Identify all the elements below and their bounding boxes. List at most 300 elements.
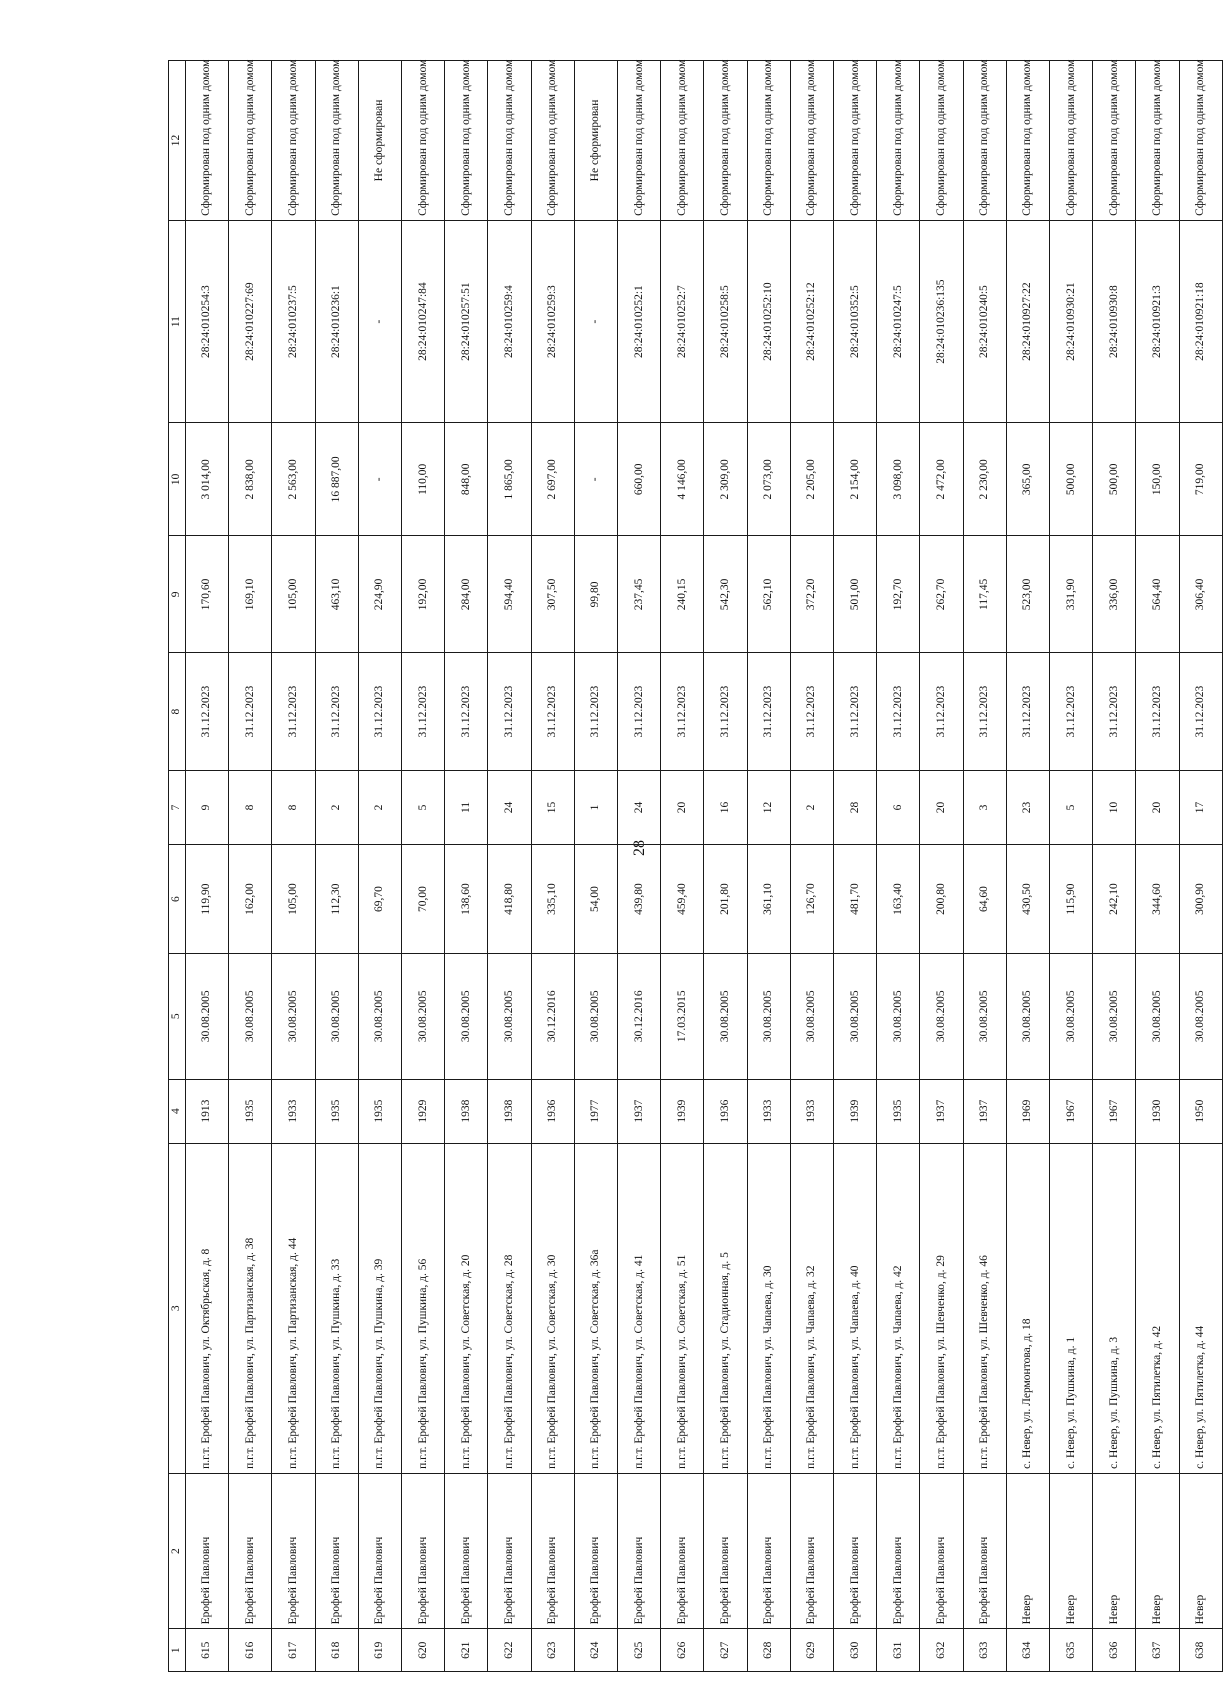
column-header: 11 <box>169 220 186 422</box>
address-cell: п.г.т. Ерофей Павлович, ул. Стадионная, д. 5 <box>704 1143 747 1473</box>
cadastral-number-cell: 28:24:010247:5 <box>877 220 920 422</box>
address-cell: п.г.т. Ерофей Павлович, ул. Советская, д. 20 <box>445 1143 488 1473</box>
year-cell: 1933 <box>790 1079 833 1143</box>
units-cell: 24 <box>488 770 531 845</box>
status-cell: Сформирован под одним домом <box>272 61 315 221</box>
table-row <box>1006 61 1049 1672</box>
value-9-cell: 169,10 <box>229 536 272 653</box>
housing-registry-table <box>168 60 1223 1672</box>
status-cell: Сформирован под одним домом <box>704 61 747 221</box>
area-cell: 201,80 <box>704 845 747 954</box>
cadastral-number-cell: 28:24:010240:5 <box>963 220 1006 422</box>
year-cell: 1933 <box>747 1079 790 1143</box>
year-cell: 1938 <box>445 1079 488 1143</box>
status-cell: Не сформирован <box>574 61 617 221</box>
locality-cell: Ерофей Павлович <box>920 1473 963 1629</box>
update-date-cell: 31.12.2023 <box>531 653 574 770</box>
locality-cell: Ерофей Павлович <box>186 1473 229 1629</box>
row-number-cell: 628 <box>747 1629 790 1672</box>
units-cell: 2 <box>790 770 833 845</box>
date-cell: 30.08.2005 <box>574 953 617 1079</box>
units-cell: 3 <box>963 770 1006 845</box>
value-10-cell: 2 230,00 <box>963 423 1006 536</box>
update-date-cell: 31.12.2023 <box>1006 653 1049 770</box>
row-number-cell: 617 <box>272 1629 315 1672</box>
address-cell: с. Невер, ул. Лермонтова, д. 18 <box>1006 1143 1049 1473</box>
locality-cell: Невер <box>1179 1473 1222 1629</box>
locality-cell: Невер <box>1136 1473 1179 1629</box>
cadastral-number-cell: 28:24:010921:18 <box>1179 220 1222 422</box>
cadastral-number-cell: 28:24:010257:51 <box>445 220 488 422</box>
address-cell: п.г.т. Ерофей Павлович, ул. Чапаева, д. 40 <box>834 1143 877 1473</box>
year-cell: 1936 <box>531 1079 574 1143</box>
value-9-cell: 307,50 <box>531 536 574 653</box>
row-number-cell: 626 <box>661 1629 704 1672</box>
table-row <box>790 61 833 1672</box>
area-cell: 242,10 <box>1093 845 1136 954</box>
status-cell: Сформирован под одним домом <box>488 61 531 221</box>
value-10-cell: 2 838,00 <box>229 423 272 536</box>
units-cell: 2 <box>315 770 358 845</box>
status-cell: Не сформирован <box>358 61 401 221</box>
year-cell: 1935 <box>877 1079 920 1143</box>
value-9-cell: 336,00 <box>1093 536 1136 653</box>
area-cell: 361,10 <box>747 845 790 954</box>
row-number-cell: 622 <box>488 1629 531 1672</box>
column-header: 12 <box>169 61 186 221</box>
area-cell: 459,40 <box>661 845 704 954</box>
units-cell: 8 <box>272 770 315 845</box>
units-cell: 16 <box>704 770 747 845</box>
locality-cell: Ерофей Павлович <box>963 1473 1006 1629</box>
update-date-cell: 31.12.2023 <box>920 653 963 770</box>
update-date-cell: 31.12.2023 <box>1050 653 1093 770</box>
address-cell: п.г.т. Ерофей Павлович, ул. Советская, д. 30 <box>531 1143 574 1473</box>
update-date-cell: 31.12.2023 <box>834 653 877 770</box>
area-cell: 115,90 <box>1050 845 1093 954</box>
locality-cell: Ерофей Павлович <box>445 1473 488 1629</box>
date-cell: 30.08.2005 <box>1093 953 1136 1079</box>
table-row <box>358 61 401 1672</box>
value-9-cell: 331,90 <box>1050 536 1093 653</box>
row-number-cell: 638 <box>1179 1629 1222 1672</box>
area-cell: 54,00 <box>574 845 617 954</box>
column-header: 1 <box>169 1629 186 1672</box>
address-cell: п.г.т. Ерофей Павлович, ул. Советская, д. 36а <box>574 1143 617 1473</box>
locality-cell: Ерофей Павлович <box>488 1473 531 1629</box>
address-cell: с. Невер, ул. Пятилетка, д. 42 <box>1136 1143 1179 1473</box>
cadastral-number-cell: 28:24:010236:1 <box>315 220 358 422</box>
update-date-cell: 31.12.2023 <box>790 653 833 770</box>
units-cell: 6 <box>877 770 920 845</box>
area-cell: 163,40 <box>877 845 920 954</box>
area-cell: 418,80 <box>488 845 531 954</box>
row-number-cell: 619 <box>358 1629 401 1672</box>
value-10-cell: 848,00 <box>445 423 488 536</box>
year-cell: 1977 <box>574 1079 617 1143</box>
value-10-cell: 2 697,00 <box>531 423 574 536</box>
date-cell: 30.08.2005 <box>1050 953 1093 1079</box>
year-cell: 1937 <box>963 1079 1006 1143</box>
column-header: 2 <box>169 1473 186 1629</box>
table-row <box>186 61 229 1672</box>
year-cell: 1967 <box>1093 1079 1136 1143</box>
date-cell: 30.08.2005 <box>747 953 790 1079</box>
table-row <box>920 61 963 1672</box>
rotated-table-container <box>168 60 1223 1672</box>
status-cell: Сформирован под одним домом <box>531 61 574 221</box>
column-header: 6 <box>169 845 186 954</box>
cadastral-number-cell: 28:24:010352:5 <box>834 220 877 422</box>
value-9-cell: 594,40 <box>488 536 531 653</box>
table-row <box>272 61 315 1672</box>
table-row <box>402 61 445 1672</box>
units-cell: 10 <box>1093 770 1136 845</box>
update-date-cell: 31.12.2023 <box>963 653 1006 770</box>
value-10-cell: 2 563,00 <box>272 423 315 536</box>
update-date-cell: 31.12.2023 <box>747 653 790 770</box>
value-9-cell: 262,70 <box>920 536 963 653</box>
table-row <box>618 61 661 1672</box>
locality-cell: Ерофей Павлович <box>834 1473 877 1629</box>
status-cell: Сформирован под одним домом <box>618 61 661 221</box>
row-number-cell: 623 <box>531 1629 574 1672</box>
status-cell: Сформирован под одним домом <box>186 61 229 221</box>
value-10-cell: 2 472,00 <box>920 423 963 536</box>
value-9-cell: 372,20 <box>790 536 833 653</box>
value-10-cell: 3 098,00 <box>877 423 920 536</box>
locality-cell: Ерофей Павлович <box>661 1473 704 1629</box>
table-row <box>229 61 272 1672</box>
cadastral-number-cell: 28:24:010227:69 <box>229 220 272 422</box>
table-row <box>445 61 488 1672</box>
units-cell: 5 <box>402 770 445 845</box>
status-cell: Сформирован под одним домом <box>747 61 790 221</box>
column-header: 3 <box>169 1143 186 1473</box>
date-cell: 30.08.2005 <box>834 953 877 1079</box>
area-cell: 162,00 <box>229 845 272 954</box>
update-date-cell: 31.12.2023 <box>445 653 488 770</box>
year-cell: 1967 <box>1050 1079 1093 1143</box>
value-10-cell: 110,00 <box>402 423 445 536</box>
area-cell: 105,00 <box>272 845 315 954</box>
table-body <box>186 61 1223 1672</box>
table-row <box>747 61 790 1672</box>
row-number-cell: 630 <box>834 1629 877 1672</box>
value-9-cell: 501,00 <box>834 536 877 653</box>
area-cell: 138,60 <box>445 845 488 954</box>
cadastral-number-cell: 28:24:010259:4 <box>488 220 531 422</box>
date-cell: 17.03.2015 <box>661 953 704 1079</box>
value-10-cell: 500,00 <box>1093 423 1136 536</box>
units-cell: 23 <box>1006 770 1049 845</box>
page-number: 28 <box>631 840 648 856</box>
date-cell: 30.08.2005 <box>920 953 963 1079</box>
date-cell: 30.08.2005 <box>488 953 531 1079</box>
area-cell: 126,70 <box>790 845 833 954</box>
date-cell: 30.08.2005 <box>445 953 488 1079</box>
update-date-cell: 31.12.2023 <box>1136 653 1179 770</box>
update-date-cell: 31.12.2023 <box>315 653 358 770</box>
value-10-cell: - <box>358 423 401 536</box>
address-cell: п.г.т. Ерофей Павлович, ул. Шевченко, д. 29 <box>920 1143 963 1473</box>
status-cell: Сформирован под одним домом <box>229 61 272 221</box>
cadastral-number-cell: - <box>574 220 617 422</box>
area-cell: 69,70 <box>358 845 401 954</box>
cadastral-number-cell: 28:24:010921:3 <box>1136 220 1179 422</box>
area-cell: 481,70 <box>834 845 877 954</box>
row-number-cell: 625 <box>618 1629 661 1672</box>
year-cell: 1939 <box>661 1079 704 1143</box>
cadastral-number-cell: 28:24:010252:7 <box>661 220 704 422</box>
table-row <box>488 61 531 1672</box>
address-cell: п.г.т. Ерофей Павлович, ул. Чапаева, д. 30 <box>747 1143 790 1473</box>
row-number-cell: 631 <box>877 1629 920 1672</box>
value-9-cell: 562,10 <box>747 536 790 653</box>
update-date-cell: 31.12.2023 <box>618 653 661 770</box>
address-cell: п.г.т. Ерофей Павлович, ул. Советская, д. 28 <box>488 1143 531 1473</box>
column-header: 7 <box>169 770 186 845</box>
table-row <box>574 61 617 1672</box>
update-date-cell: 31.12.2023 <box>574 653 617 770</box>
column-header: 10 <box>169 423 186 536</box>
cadastral-number-cell: 28:24:010236:135 <box>920 220 963 422</box>
locality-cell: Ерофей Павлович <box>618 1473 661 1629</box>
table-row <box>834 61 877 1672</box>
update-date-cell: 31.12.2023 <box>704 653 747 770</box>
column-header: 5 <box>169 953 186 1079</box>
year-cell: 1937 <box>920 1079 963 1143</box>
value-9-cell: 117,45 <box>963 536 1006 653</box>
table-row <box>704 61 747 1672</box>
units-cell: 28 <box>834 770 877 845</box>
column-header: 9 <box>169 536 186 653</box>
date-cell: 30.08.2005 <box>704 953 747 1079</box>
value-9-cell: 170,60 <box>186 536 229 653</box>
value-9-cell: 192,00 <box>402 536 445 653</box>
cadastral-number-cell: 28:24:010930:8 <box>1093 220 1136 422</box>
row-number-cell: 637 <box>1136 1629 1179 1672</box>
status-cell: Сформирован под одним домом <box>315 61 358 221</box>
value-9-cell: 463,10 <box>315 536 358 653</box>
status-cell: Сформирован под одним домом <box>445 61 488 221</box>
row-number-cell: 632 <box>920 1629 963 1672</box>
value-10-cell: 2 309,00 <box>704 423 747 536</box>
status-cell: Сформирован под одним домом <box>402 61 445 221</box>
date-cell: 30.08.2005 <box>402 953 445 1079</box>
date-cell: 30.08.2005 <box>877 953 920 1079</box>
row-number-cell: 620 <box>402 1629 445 1672</box>
cadastral-number-cell: 28:24:010927:22 <box>1006 220 1049 422</box>
row-number-cell: 636 <box>1093 1629 1136 1672</box>
year-cell: 1933 <box>272 1079 315 1143</box>
date-cell: 30.08.2005 <box>1179 953 1222 1079</box>
status-cell: Сформирован под одним домом <box>661 61 704 221</box>
update-date-cell: 31.12.2023 <box>358 653 401 770</box>
units-cell: 1 <box>574 770 617 845</box>
date-cell: 30.12.2016 <box>618 953 661 1079</box>
value-9-cell: 523,00 <box>1006 536 1049 653</box>
date-cell: 30.08.2005 <box>272 953 315 1079</box>
row-number-cell: 624 <box>574 1629 617 1672</box>
value-9-cell: 306,40 <box>1179 536 1222 653</box>
column-header: 8 <box>169 653 186 770</box>
address-cell: п.г.т. Ерофей Павлович, ул. Октябрьская, д. 8 <box>186 1143 229 1473</box>
row-number-cell: 621 <box>445 1629 488 1672</box>
table-row <box>531 61 574 1672</box>
date-cell: 30.08.2005 <box>1006 953 1049 1079</box>
year-cell: 1930 <box>1136 1079 1179 1143</box>
locality-cell: Невер <box>1093 1473 1136 1629</box>
status-cell: Сформирован под одним домом <box>920 61 963 221</box>
date-cell: 30.08.2005 <box>358 953 401 1079</box>
date-cell: 30.08.2005 <box>229 953 272 1079</box>
cadastral-number-cell: 28:24:010247:84 <box>402 220 445 422</box>
value-10-cell: 2 154,00 <box>834 423 877 536</box>
table-row <box>1050 61 1093 1672</box>
units-cell: 11 <box>445 770 488 845</box>
table-row <box>1136 61 1179 1672</box>
date-cell: 30.12.2016 <box>531 953 574 1079</box>
units-cell: 24 <box>618 770 661 845</box>
row-number-cell: 615 <box>186 1629 229 1672</box>
address-cell: с. Невер, ул. Пятилетка, д. 44 <box>1179 1143 1222 1473</box>
value-9-cell: 284,00 <box>445 536 488 653</box>
address-cell: п.г.т. Ерофей Павлович, ул. Чапаева, д. 32 <box>790 1143 833 1473</box>
status-cell: Сформирован под одним домом <box>790 61 833 221</box>
date-cell: 30.08.2005 <box>790 953 833 1079</box>
area-cell: 430,50 <box>1006 845 1049 954</box>
table-row <box>1093 61 1136 1672</box>
locality-cell: Ерофей Павлович <box>402 1473 445 1629</box>
update-date-cell: 31.12.2023 <box>877 653 920 770</box>
address-cell: п.г.т. Ерофей Павлович, ул. Чапаева, д. 42 <box>877 1143 920 1473</box>
area-cell: 300,90 <box>1179 845 1222 954</box>
status-cell: Сформирован под одним домом <box>834 61 877 221</box>
status-cell: Сформирован под одним домом <box>963 61 1006 221</box>
locality-cell: Ерофей Павлович <box>531 1473 574 1629</box>
cadastral-number-cell: 28:24:010237:5 <box>272 220 315 422</box>
address-cell: п.г.т. Ерофей Павлович, ул. Пушкина, д. 56 <box>402 1143 445 1473</box>
locality-cell: Ерофей Павлович <box>790 1473 833 1629</box>
cadastral-number-cell: 28:24:010252:10 <box>747 220 790 422</box>
locality-cell: Ерофей Павлович <box>229 1473 272 1629</box>
status-cell: Сформирован под одним домом <box>1050 61 1093 221</box>
area-cell: 112,30 <box>315 845 358 954</box>
units-cell: 5 <box>1050 770 1093 845</box>
value-9-cell: 192,70 <box>877 536 920 653</box>
area-cell: 344,60 <box>1136 845 1179 954</box>
value-10-cell: 660,00 <box>618 423 661 536</box>
column-number-row <box>169 61 186 1672</box>
address-cell: п.г.т. Ерофей Павлович, ул. Советская, д. 51 <box>661 1143 704 1473</box>
date-cell: 30.08.2005 <box>1136 953 1179 1079</box>
table-row <box>877 61 920 1672</box>
status-cell: Сформирован под одним домом <box>1093 61 1136 221</box>
update-date-cell: 31.12.2023 <box>272 653 315 770</box>
value-10-cell: 719,00 <box>1179 423 1222 536</box>
row-number-cell: 635 <box>1050 1629 1093 1672</box>
row-number-cell: 616 <box>229 1629 272 1672</box>
units-cell: 20 <box>661 770 704 845</box>
area-cell: 70,00 <box>402 845 445 954</box>
cadastral-number-cell: 28:24:010259:3 <box>531 220 574 422</box>
value-9-cell: 105,00 <box>272 536 315 653</box>
row-number-cell: 633 <box>963 1629 1006 1672</box>
locality-cell: Ерофей Павлович <box>574 1473 617 1629</box>
locality-cell: Невер <box>1050 1473 1093 1629</box>
locality-cell: Ерофей Павлович <box>272 1473 315 1629</box>
value-10-cell: 3 014,00 <box>186 423 229 536</box>
year-cell: 1937 <box>618 1079 661 1143</box>
value-10-cell: 4 146,00 <box>661 423 704 536</box>
date-cell: 30.08.2005 <box>963 953 1006 1079</box>
locality-cell: Невер <box>1006 1473 1049 1629</box>
value-9-cell: 564,40 <box>1136 536 1179 653</box>
year-cell: 1913 <box>186 1079 229 1143</box>
locality-cell: Ерофей Павлович <box>315 1473 358 1629</box>
year-cell: 1929 <box>402 1079 445 1143</box>
locality-cell: Ерофей Павлович <box>877 1473 920 1629</box>
year-cell: 1938 <box>488 1079 531 1143</box>
row-number-cell: 618 <box>315 1629 358 1672</box>
cadastral-number-cell: 28:24:010258:5 <box>704 220 747 422</box>
value-10-cell: - <box>574 423 617 536</box>
year-cell: 1935 <box>229 1079 272 1143</box>
year-cell: 1935 <box>358 1079 401 1143</box>
year-cell: 1935 <box>315 1079 358 1143</box>
update-date-cell: 31.12.2023 <box>1179 653 1222 770</box>
date-cell: 30.08.2005 <box>315 953 358 1079</box>
update-date-cell: 31.12.2023 <box>488 653 531 770</box>
units-cell: 8 <box>229 770 272 845</box>
row-number-cell: 627 <box>704 1629 747 1672</box>
address-cell: с. Невер, ул. Пушкина, д. 3 <box>1093 1143 1136 1473</box>
update-date-cell: 31.12.2023 <box>402 653 445 770</box>
status-cell: Сформирован под одним домом <box>1179 61 1222 221</box>
update-date-cell: 31.12.2023 <box>1093 653 1136 770</box>
units-cell: 20 <box>920 770 963 845</box>
status-cell: Сформирован под одним домом <box>1136 61 1179 221</box>
locality-cell: Ерофей Павлович <box>704 1473 747 1629</box>
year-cell: 1939 <box>834 1079 877 1143</box>
units-cell: 15 <box>531 770 574 845</box>
area-cell: 64,60 <box>963 845 1006 954</box>
value-10-cell: 2 073,00 <box>747 423 790 536</box>
date-cell: 30.08.2005 <box>186 953 229 1079</box>
units-cell: 12 <box>747 770 790 845</box>
table-row <box>661 61 704 1672</box>
value-9-cell: 237,45 <box>618 536 661 653</box>
value-9-cell: 224,90 <box>358 536 401 653</box>
update-date-cell: 31.12.2023 <box>186 653 229 770</box>
cadastral-number-cell: 28:24:010252:12 <box>790 220 833 422</box>
row-number-cell: 629 <box>790 1629 833 1672</box>
table-row <box>1179 61 1222 1672</box>
units-cell: 17 <box>1179 770 1222 845</box>
row-number-cell: 634 <box>1006 1629 1049 1672</box>
area-cell: 119,90 <box>186 845 229 954</box>
year-cell: 1936 <box>704 1079 747 1143</box>
year-cell: 1969 <box>1006 1079 1049 1143</box>
value-9-cell: 99,80 <box>574 536 617 653</box>
address-cell: с. Невер, ул. Пушкина, д. 1 <box>1050 1143 1093 1473</box>
value-10-cell: 16 887,00 <box>315 423 358 536</box>
address-cell: п.г.т. Ерофей Павлович, ул. Пушкина, д. 39 <box>358 1143 401 1473</box>
table-row <box>315 61 358 1672</box>
units-cell: 9 <box>186 770 229 845</box>
address-cell: п.г.т. Ерофей Павлович, ул. Шевченко, д. 46 <box>963 1143 1006 1473</box>
